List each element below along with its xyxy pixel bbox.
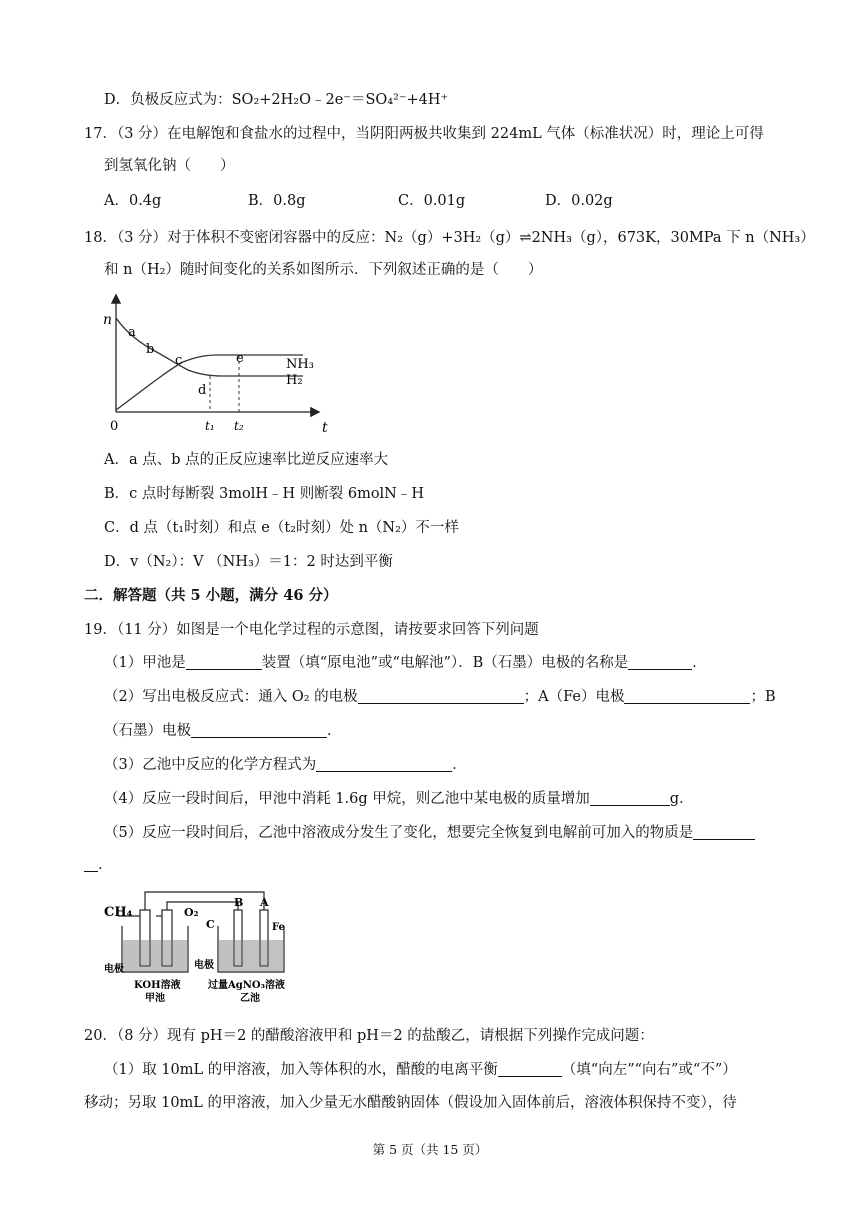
q19-stem: 19．（11 分）如图是一个电化学过程的示意图，请按要求回答下列问题 [84, 622, 539, 638]
q19-part5: （5）反应一段时间后，乙池中溶液成分发生了变化，想要完全恢复到电解前可加入的物质是 [104, 823, 755, 843]
q19-blank-8-cont[interactable] [84, 855, 98, 872]
origin-label: 0 [110, 419, 119, 434]
q19-part4: （4）反应一段时间后，甲池中消耗 1.6g 甲烷，则乙池中某电极的质量增加 g． [104, 791, 694, 807]
yi-label: 乙池 [240, 993, 260, 1004]
q20-part1-cont: 移动；另取 10mL 的甲溶液，加入少量无水醋酸钠固体（假设加入固体前后，溶液体积保持不变），待 [84, 1095, 737, 1111]
q19-blank-3[interactable] [358, 687, 524, 704]
h2-series-label: H₂ [286, 373, 303, 388]
q19-part3: （3）乙池中反应的化学方程式为 ． [104, 757, 467, 773]
q19-blank-2[interactable] [628, 653, 692, 670]
q17-option-a: A．0.4g [104, 193, 162, 209]
q19-blank-7[interactable] [590, 789, 670, 806]
page-footer: 第 5 页（共 15 页） [372, 1142, 488, 1157]
c-label: C [206, 918, 215, 931]
inner-wire [167, 902, 238, 910]
q18-graph [98, 290, 338, 438]
q19-blank-5[interactable] [191, 721, 327, 738]
q17-option-b: B．0.8g [248, 193, 306, 209]
q18-option-b: B．c 点时每断裂 3molH﹣H 则断裂 6molN﹣H [104, 486, 425, 502]
q17-option-d: D．0.02g [545, 193, 613, 209]
b-label: B [234, 896, 244, 909]
outer-wire [145, 892, 264, 910]
point-c-label: c [175, 353, 183, 368]
jia-label: 甲池 [145, 993, 165, 1004]
y-axis-label: n [103, 312, 113, 328]
o2-label: O₂ [184, 906, 199, 919]
q18-stem-line1: 18．（3 分）对于体积不变密闭容器中的反应：N₂（g）+3H₂（g）⇌2NH₃（g），673K，30MPa 下 n（NH₃） [84, 230, 815, 246]
fe-label: Fe [272, 922, 285, 933]
q20-stem: 20．（8 分）现有 pH＝2 的醋酸溶液甲和 pH＝2 的盐酸乙，请根据下列操作完成问题： [84, 1028, 654, 1044]
point-b-label: b [146, 342, 155, 357]
q19-part1: （1）甲池是 装置（填“原电池”或“电解池”）．B（石墨）电极的名称是 ． [104, 655, 707, 671]
t2-label: t₂ [234, 419, 244, 433]
a-label: A [260, 896, 269, 909]
q17-option-c: C．0.01g [398, 193, 466, 209]
q19-blank-4[interactable] [624, 687, 750, 704]
koh-label: KOH溶液 [134, 980, 181, 991]
section-2-heading: 二．解答题（共 5 小题，满分 46 分） [84, 587, 338, 604]
x-axis-label: t [322, 420, 328, 436]
h2-curve [116, 318, 303, 376]
q18-option-c: C．d 点（t₁时刻）和点 e（t₂时刻）处 n（N₂）不一样 [104, 520, 459, 536]
q18-option-d: D．v（N₂）：V （NH₃）＝1：2 时达到平衡 [104, 554, 393, 570]
q17-stem-line1: 17．（3 分）在电解饱和食盐水的过程中，当阴阳两极共收集到 224mL 气体（标准状况）时，理论上可得 [84, 126, 764, 142]
ch4-label: CH₄ [104, 905, 133, 920]
point-e-label: e [236, 351, 244, 366]
q20-part1: （1）取 10mL 的甲溶液，加入等体积的水，醋酸的电离平衡 （填“向左”“向右”或“不”） [104, 1062, 737, 1078]
left-electrode-label: 电极 [104, 964, 124, 975]
q16-option-d: D．负极反应式为：SO₂+2H₂O﹣2e⁻＝SO₄²⁻+4H⁺ [104, 92, 449, 108]
q19-part5-cont: ． [84, 855, 113, 875]
q19-part2-cont: （石墨）电极 ． [104, 723, 342, 739]
point-a-label: a [128, 325, 136, 340]
q20-blank-1[interactable] [498, 1060, 562, 1077]
q19-part2: （2）写出电极反应式：通入 O₂ 的电极 ；A（Fe）电极 ；B [104, 689, 776, 705]
right-electrode-label: 电极 [194, 960, 214, 971]
t1-label: t₁ [205, 419, 215, 433]
q19-blank-8[interactable] [693, 823, 755, 840]
point-d-label: d [198, 383, 207, 398]
q19-blank-1[interactable] [186, 653, 262, 670]
agno3-label: 过量AgNO₃溶液 [208, 980, 285, 991]
q18-option-a: A．a 点、b 点的正反应速率比逆反应速率大 [104, 452, 389, 468]
q19-blank-6[interactable] [316, 755, 452, 772]
q18-stem-line2: 和 n（H₂）随时间变化的关系如图所示．下列叙述正确的是（ ） [104, 262, 543, 278]
q19-apparatus-diagram [100, 888, 300, 1004]
q17-stem-line2: 到氢氧化钠（ ） [104, 158, 235, 174]
nh3-series-label: NH₃ [286, 357, 314, 372]
